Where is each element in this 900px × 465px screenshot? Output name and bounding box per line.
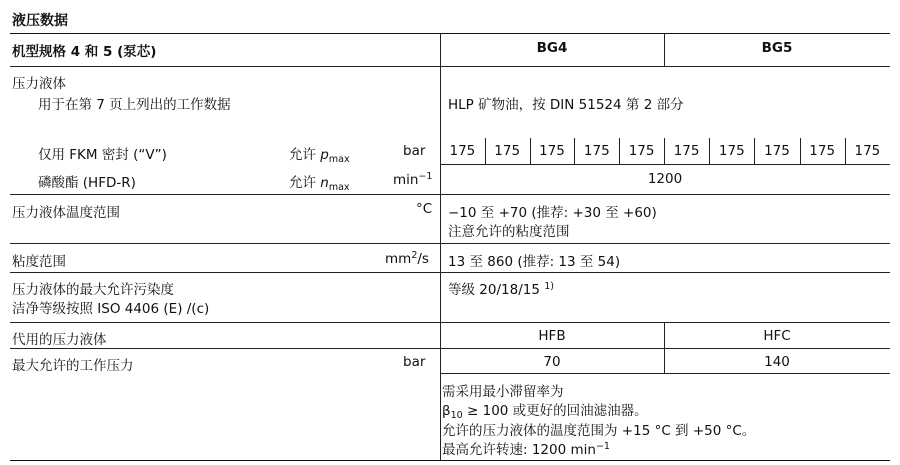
divider — [10, 66, 890, 67]
fluid-value: HLP 矿物油，按 DIN 51524 第 2 部分 — [448, 97, 684, 113]
maxp-bg4: 70 — [543, 354, 561, 370]
cell-divider — [754, 138, 755, 164]
fkm-value: 175 — [673, 143, 700, 159]
cell-divider — [800, 138, 801, 164]
model-size-label: 机型规格 4 和 5 (泵芯) — [12, 44, 157, 60]
contam-value: 等级 20/18/15 $^{1)}$ — [448, 281, 554, 298]
divider — [10, 272, 890, 273]
temp-value: −10 至 +70 (推荐: +30 至 +60) — [448, 205, 657, 221]
fkm-value: 175 — [764, 143, 790, 159]
fkm-value: 175 — [854, 143, 881, 159]
maxp-label: 最大允许的工作压力 — [12, 358, 134, 374]
contam-label: 压力液体的最大允许污染度 — [12, 282, 174, 298]
cell-divider — [845, 138, 846, 164]
note-line: 允许的压力液体的温度范围为 +15 °C 到 +50 °C。 — [442, 423, 756, 439]
maxp-bg5: 140 — [764, 354, 790, 370]
temp-note: 注意允许的粘度范围 — [448, 224, 570, 240]
bg5-header: BG5 — [761, 40, 793, 56]
fkm-value: 175 — [494, 143, 521, 159]
column-divider — [664, 33, 665, 66]
divider — [10, 194, 890, 195]
fkm-value: 175 — [809, 143, 836, 159]
alt-bg4: HFB — [538, 328, 566, 344]
divider — [10, 243, 890, 244]
fluid-label: 压力液体 — [12, 76, 66, 92]
cell-divider — [619, 138, 620, 164]
fkm-param: 允许 $p_{max}$ — [289, 147, 350, 165]
alt-bg5: HFC — [763, 328, 791, 344]
cell-divider — [574, 138, 575, 164]
footnote-ref: 1) — [544, 281, 554, 292]
fkm-label: 仅用 FKM 密封 (“V”) — [38, 147, 167, 163]
cell-divider — [485, 138, 486, 164]
fkm-value: 175 — [539, 143, 565, 159]
fkm-unit: bar — [403, 143, 426, 159]
cell-divider — [530, 138, 531, 164]
fluid-sublabel: 用于在第 7 页上列出的工作数据 — [38, 97, 231, 113]
fkm-value: 175 — [628, 143, 655, 159]
bg4-header: BG4 — [536, 40, 568, 56]
hfdr-label: 磷酸酯 (HFD-R) — [38, 175, 136, 191]
divider — [10, 33, 890, 34]
contam-sublabel: 洁净等级按照 ISO 4406 (E) /(c) — [12, 301, 210, 317]
divider — [440, 164, 890, 165]
divider — [440, 373, 890, 374]
hfdr-param: 允许 $n_{max}$ — [289, 175, 350, 193]
visc-label: 粘度范围 — [12, 254, 66, 270]
fkm-value: 175 — [583, 143, 610, 159]
visc-value: 13 至 860 (推荐: 13 至 54) — [448, 254, 621, 270]
cell-divider — [709, 138, 710, 164]
temp-unit: °C — [416, 201, 433, 217]
section-title: 液压数据 — [12, 13, 68, 29]
fkm-value: 175 — [718, 143, 745, 159]
fkm-value: 175 — [449, 143, 476, 159]
visc-unit: $mm^2/s$ — [385, 250, 429, 267]
temp-label: 压力液体温度范围 — [12, 205, 120, 221]
column-divider — [664, 322, 665, 373]
maxp-unit: bar — [403, 354, 426, 370]
hfdr-unit: $\min^{-1}$ — [393, 171, 433, 188]
note-line: 需采用最小滞留率为 — [442, 384, 564, 400]
note-line: 最高允许转速: 1200 $\min^{-1}$ — [442, 441, 610, 458]
hfdr-value: 1200 — [647, 171, 683, 187]
divider — [10, 348, 890, 349]
divider — [10, 460, 890, 461]
cell-divider — [664, 138, 665, 164]
divider — [10, 322, 890, 323]
column-divider — [440, 33, 441, 460]
note-line: $\beta_{10} \ge 100$ 或更好的回油滤油器。 — [442, 403, 648, 421]
alt-label: 代用的压力液体 — [12, 332, 107, 348]
